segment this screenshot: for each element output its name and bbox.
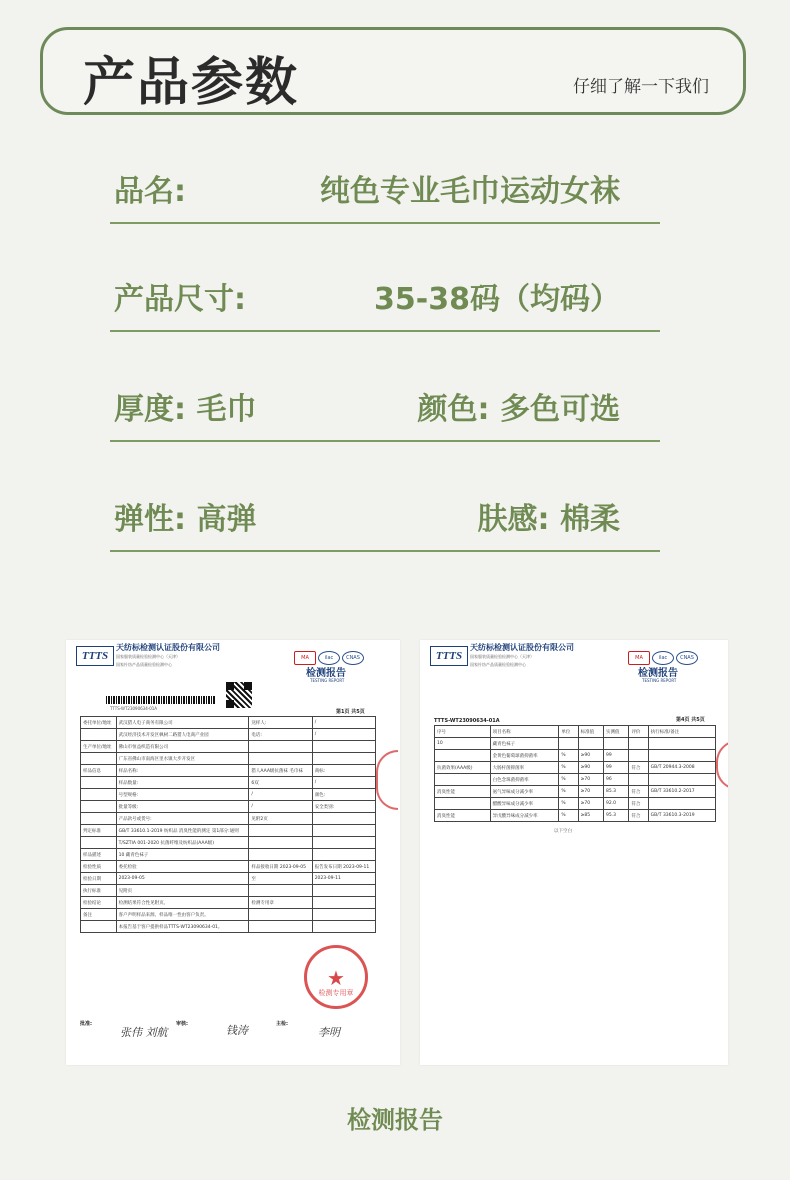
table-cell: 样品数量: — [116, 777, 249, 789]
table-cell — [648, 774, 715, 786]
table-cell: GB/T 33610.3-2019 — [648, 810, 715, 822]
table-row — [81, 897, 376, 909]
table-cell: % — [559, 762, 578, 774]
table-cell — [629, 750, 648, 762]
table-cell: / — [249, 789, 312, 801]
table-cell: 商标: — [312, 765, 375, 777]
table-cell — [312, 897, 375, 909]
table-cell — [81, 801, 117, 813]
thickness-text: 厚度: 毛巾 — [114, 392, 257, 427]
table-cell: ≥90 — [578, 750, 603, 762]
table-row — [81, 861, 376, 873]
table-cell: % — [559, 798, 578, 810]
table-cell: 氨气异味成分减少率 — [490, 786, 559, 798]
table-cell — [629, 774, 648, 786]
table-cell: 96 — [604, 774, 629, 786]
inspector-label: 主检: — [276, 1021, 288, 1027]
table-cell: 判定标准 — [81, 825, 117, 837]
table-row — [81, 717, 376, 729]
table-cell: 广东省佛山市南海区里水镇大步开发区 — [116, 753, 249, 765]
table-cell: 备注 — [81, 909, 117, 921]
table-row — [81, 741, 376, 753]
table-cell — [312, 825, 375, 837]
table-cell: % — [559, 774, 578, 786]
table-row — [435, 798, 716, 810]
table-cell: 藏青色袜子 — [490, 738, 559, 750]
param-row-name — [110, 162, 660, 224]
table-cell: 委托检验 — [116, 861, 249, 873]
red-seal-stamp — [304, 945, 368, 1009]
table-cell: 武汉经济技术开发区枫树二路猎人电商产业园 — [116, 729, 249, 741]
table-row — [81, 849, 376, 861]
table-cell: 符合 — [629, 762, 648, 774]
table-cell: ≥70 — [578, 774, 603, 786]
table-cell: 标准值 — [578, 726, 603, 738]
table-row — [81, 729, 376, 741]
barcode — [106, 696, 216, 704]
table-cell: 抗菌效果(AAA级) — [435, 762, 491, 774]
table-cell: % — [559, 750, 578, 762]
table-cell: / — [312, 717, 375, 729]
cert-name: 天纺标检测认证股份有限公司 — [116, 643, 220, 652]
table-cell: 委托单位/地址 — [81, 717, 117, 729]
accreditation-logos — [626, 644, 698, 665]
table-cell: 符合 — [629, 810, 648, 822]
table-cell: / — [249, 801, 312, 813]
table-cell — [81, 921, 117, 933]
table-cell — [249, 921, 312, 933]
table-cell: % — [559, 810, 578, 822]
name-value: 纯色专业毛巾运动女袜 — [320, 174, 620, 209]
table-cell — [312, 885, 375, 897]
test-report-page-4 — [420, 640, 728, 1065]
table-row — [81, 753, 376, 765]
seal-star-icon: ★ — [327, 966, 345, 990]
table-cell — [312, 849, 375, 861]
page-number: 第1页 共5页 — [336, 709, 365, 715]
table-cell: / — [312, 729, 375, 741]
report-title: 检测报告 — [306, 668, 346, 679]
table-cell — [312, 921, 375, 933]
cert-line-2: 国家针纺产品质量检验检测中心 — [470, 662, 526, 667]
table-cell — [312, 813, 375, 825]
table-row — [435, 750, 716, 762]
table-cell — [249, 849, 312, 861]
table-cell: 见附页 — [116, 885, 249, 897]
table-cell: 2023-09-11 — [312, 873, 375, 885]
edge-stamp — [716, 740, 728, 790]
review-label: 审核: — [176, 1021, 188, 1027]
table-row — [81, 813, 376, 825]
table-cell: 金黄色葡萄球菌抑菌率 — [490, 750, 559, 762]
table-cell: 批量等级: — [116, 801, 249, 813]
report-title: 检测报告 — [638, 668, 678, 679]
table-cell: 99 — [604, 762, 629, 774]
table-cell — [648, 738, 715, 750]
cnas-logo: CNAS — [342, 651, 364, 665]
table-cell: GB/T 33610.1-2019 纺织品 消臭性能的测定 第1部分:通则 — [116, 825, 249, 837]
table-cell: 95.3 — [604, 810, 629, 822]
table-cell — [629, 738, 648, 750]
table-cell: 执行标准 — [81, 885, 117, 897]
table-cell: 序号 — [435, 726, 491, 738]
report-subtitle: TESTING REPORT — [310, 678, 345, 683]
table-cell: 6双 — [249, 777, 312, 789]
table-cell — [81, 729, 117, 741]
ma-logo: MA — [628, 651, 650, 665]
table-cell — [249, 753, 312, 765]
end-of-table-mark: 以下空白 — [554, 829, 572, 834]
table-cell: 本报告基于客户提供样品TTTS-WT23090634-01。 — [116, 921, 249, 933]
table-cell: 99 — [604, 750, 629, 762]
table-cell: % — [559, 786, 578, 798]
table-cell: 10 藏青色袜子 — [116, 849, 249, 861]
accreditation-logos — [292, 644, 364, 665]
table-cell — [81, 789, 117, 801]
table-cell: 猎人AAA级抗菌袜 毛巾袜 — [249, 765, 312, 777]
seal-text: 检测专用章 — [318, 989, 354, 997]
table-cell: ≥70 — [578, 798, 603, 810]
table-row — [435, 810, 716, 822]
table-row — [81, 885, 376, 897]
table-row — [81, 777, 376, 789]
table-cell — [81, 777, 117, 789]
report-subtitle: TESTING REPORT — [642, 678, 677, 683]
table-cell — [249, 837, 312, 849]
table-cell: 检验结论 — [81, 897, 117, 909]
table-row — [81, 801, 376, 813]
table-cell: 送样人: — [249, 717, 312, 729]
report-caption: 检测报告 — [347, 1105, 443, 1134]
table-cell: 武汉猎人电子商务有限公司 — [116, 717, 249, 729]
table-cell: 生产单位/地址 — [81, 741, 117, 753]
signature-approve: 张伟 刘航 — [120, 1026, 168, 1039]
table-cell: 符合 — [629, 786, 648, 798]
table-row — [435, 774, 716, 786]
table-cell: 检验性质 — [81, 861, 117, 873]
ilac-logo: ilac — [652, 651, 674, 665]
table-cell: 符合 — [629, 798, 648, 810]
table-cell: 样品信息 — [81, 765, 117, 777]
table-cell: 安全类别: — [312, 801, 375, 813]
table-cell — [435, 798, 491, 810]
table-cell: 92.0 — [604, 798, 629, 810]
table-cell: 电话: — [249, 729, 312, 741]
ttts-logo: TTTS — [76, 646, 114, 666]
table-cell — [312, 741, 375, 753]
table-cell: 评价 — [629, 726, 648, 738]
table-row — [81, 825, 376, 837]
table-cell: 白色念珠菌抑菌率 — [490, 774, 559, 786]
table-cell: 号型规格: — [116, 789, 249, 801]
table-cell: 报告发布日期 2023-09-11 — [312, 861, 375, 873]
table-cell — [648, 750, 715, 762]
table-row — [81, 789, 376, 801]
table-cell — [249, 909, 312, 921]
table-row — [81, 765, 376, 777]
table-cell: GB/T 33610.2-2017 — [648, 786, 715, 798]
qr-code — [226, 682, 252, 708]
color-text: 颜色: 多色可选 — [417, 392, 620, 427]
table-cell: 异戊酸异味成分减少率 — [490, 810, 559, 822]
table-cell — [604, 738, 629, 750]
approve-label: 批准: — [80, 1021, 92, 1027]
table-cell: 样品名称: — [116, 765, 249, 777]
table-cell: 颜色: — [312, 789, 375, 801]
size-label: 产品尺寸: — [114, 282, 246, 317]
table-row — [435, 738, 716, 750]
table-cell: 10 — [435, 738, 491, 750]
size-value: 35-38码（均码） — [374, 282, 620, 317]
table-cell — [648, 798, 715, 810]
table-cell: ≥70 — [578, 786, 603, 798]
table-cell — [312, 753, 375, 765]
table-cell — [435, 750, 491, 762]
table-cell: 检测专用章 — [249, 897, 312, 909]
table-cell: 样品描述 — [81, 849, 117, 861]
header-box — [40, 27, 746, 115]
feel-text: 肤感: 棉柔 — [477, 502, 620, 537]
table-cell: ≥85 — [578, 810, 603, 822]
report-info-table — [80, 716, 376, 933]
table-cell — [249, 825, 312, 837]
cnas-logo: CNAS — [676, 651, 698, 665]
table-cell: 消臭性能 — [435, 810, 491, 822]
table-cell — [312, 837, 375, 849]
table-cell: 检测结果符合性见附页。 — [116, 897, 249, 909]
param-row-thickness-color — [110, 380, 660, 442]
table-cell: 佛山市恒益织造有限公司 — [116, 741, 249, 753]
report-number: TTTS-WT23090634-01A — [434, 718, 500, 724]
table-row — [81, 873, 376, 885]
elasticity-text: 弹性: 高弹 — [114, 502, 257, 537]
table-cell: 大肠杆菌抑菌率 — [490, 762, 559, 774]
table-cell — [559, 738, 578, 750]
table-row — [435, 786, 716, 798]
table-row — [81, 837, 376, 849]
table-cell: 85.3 — [604, 786, 629, 798]
table-cell — [249, 885, 312, 897]
table-cell — [435, 774, 491, 786]
table-cell — [249, 741, 312, 753]
table-cell: 见附2页 — [249, 813, 312, 825]
page-number: 第4页 共5页 — [676, 717, 705, 723]
table-cell: 单位 — [559, 726, 578, 738]
table-cell: 实测值 — [604, 726, 629, 738]
report-results-table — [434, 725, 716, 822]
table-cell: 产品款号或货号: — [116, 813, 249, 825]
param-row-elasticity-feel — [110, 490, 660, 552]
table-cell: 醋酸异味成分减少率 — [490, 798, 559, 810]
table-cell: 消臭性能 — [435, 786, 491, 798]
cert-name: 天纺标检测认证股份有限公司 — [470, 643, 574, 652]
cert-line-1: 国家服装质量检验检测中心（天津） — [470, 654, 534, 659]
table-cell: ≥90 — [578, 762, 603, 774]
signature-review: 钱涛 — [226, 1024, 248, 1037]
cert-line-1: 国家服装质量检验检测中心（天津） — [116, 654, 180, 659]
report-number: TTTS-WT23090634-01A — [110, 706, 158, 711]
ilac-logo: ilac — [318, 651, 340, 665]
table-cell: T/SZTIA 001-2020 抗菌纤维及纺织品(AAA级) — [116, 837, 249, 849]
table-cell: 检验日期 — [81, 873, 117, 885]
ma-logo: MA — [294, 651, 316, 665]
table-cell — [81, 753, 117, 765]
param-row-size — [110, 270, 660, 332]
test-report-page-1 — [66, 640, 400, 1065]
page-title: 产品参数 — [83, 53, 300, 113]
table-cell: GB/T 20944.3-2008 — [648, 762, 715, 774]
page-subtitle: 仔细了解一下我们 — [573, 77, 709, 97]
table-row — [435, 726, 716, 738]
ttts-logo: TTTS — [430, 646, 468, 666]
signature-inspector: 李明 — [318, 1026, 340, 1039]
table-cell: 样品接收日期 2023-09-05 — [249, 861, 312, 873]
cert-line-2: 国家针纺产品质量检验检测中心 — [116, 662, 172, 667]
edge-stamp — [376, 750, 398, 810]
table-cell: / — [312, 777, 375, 789]
table-cell: 项目名称 — [490, 726, 559, 738]
table-cell — [81, 813, 117, 825]
table-row — [81, 909, 376, 921]
table-cell — [81, 837, 117, 849]
table-cell — [578, 738, 603, 750]
table-cell: 客户声明样品来源、样品唯一性由客户负责。 — [116, 909, 249, 921]
table-cell — [312, 909, 375, 921]
table-cell: 至 — [249, 873, 312, 885]
table-row — [81, 921, 376, 933]
table-row — [435, 762, 716, 774]
table-cell: 执行标准/备注 — [648, 726, 715, 738]
name-label: 品名: — [114, 174, 186, 209]
table-cell: 2023-09-05 — [116, 873, 249, 885]
